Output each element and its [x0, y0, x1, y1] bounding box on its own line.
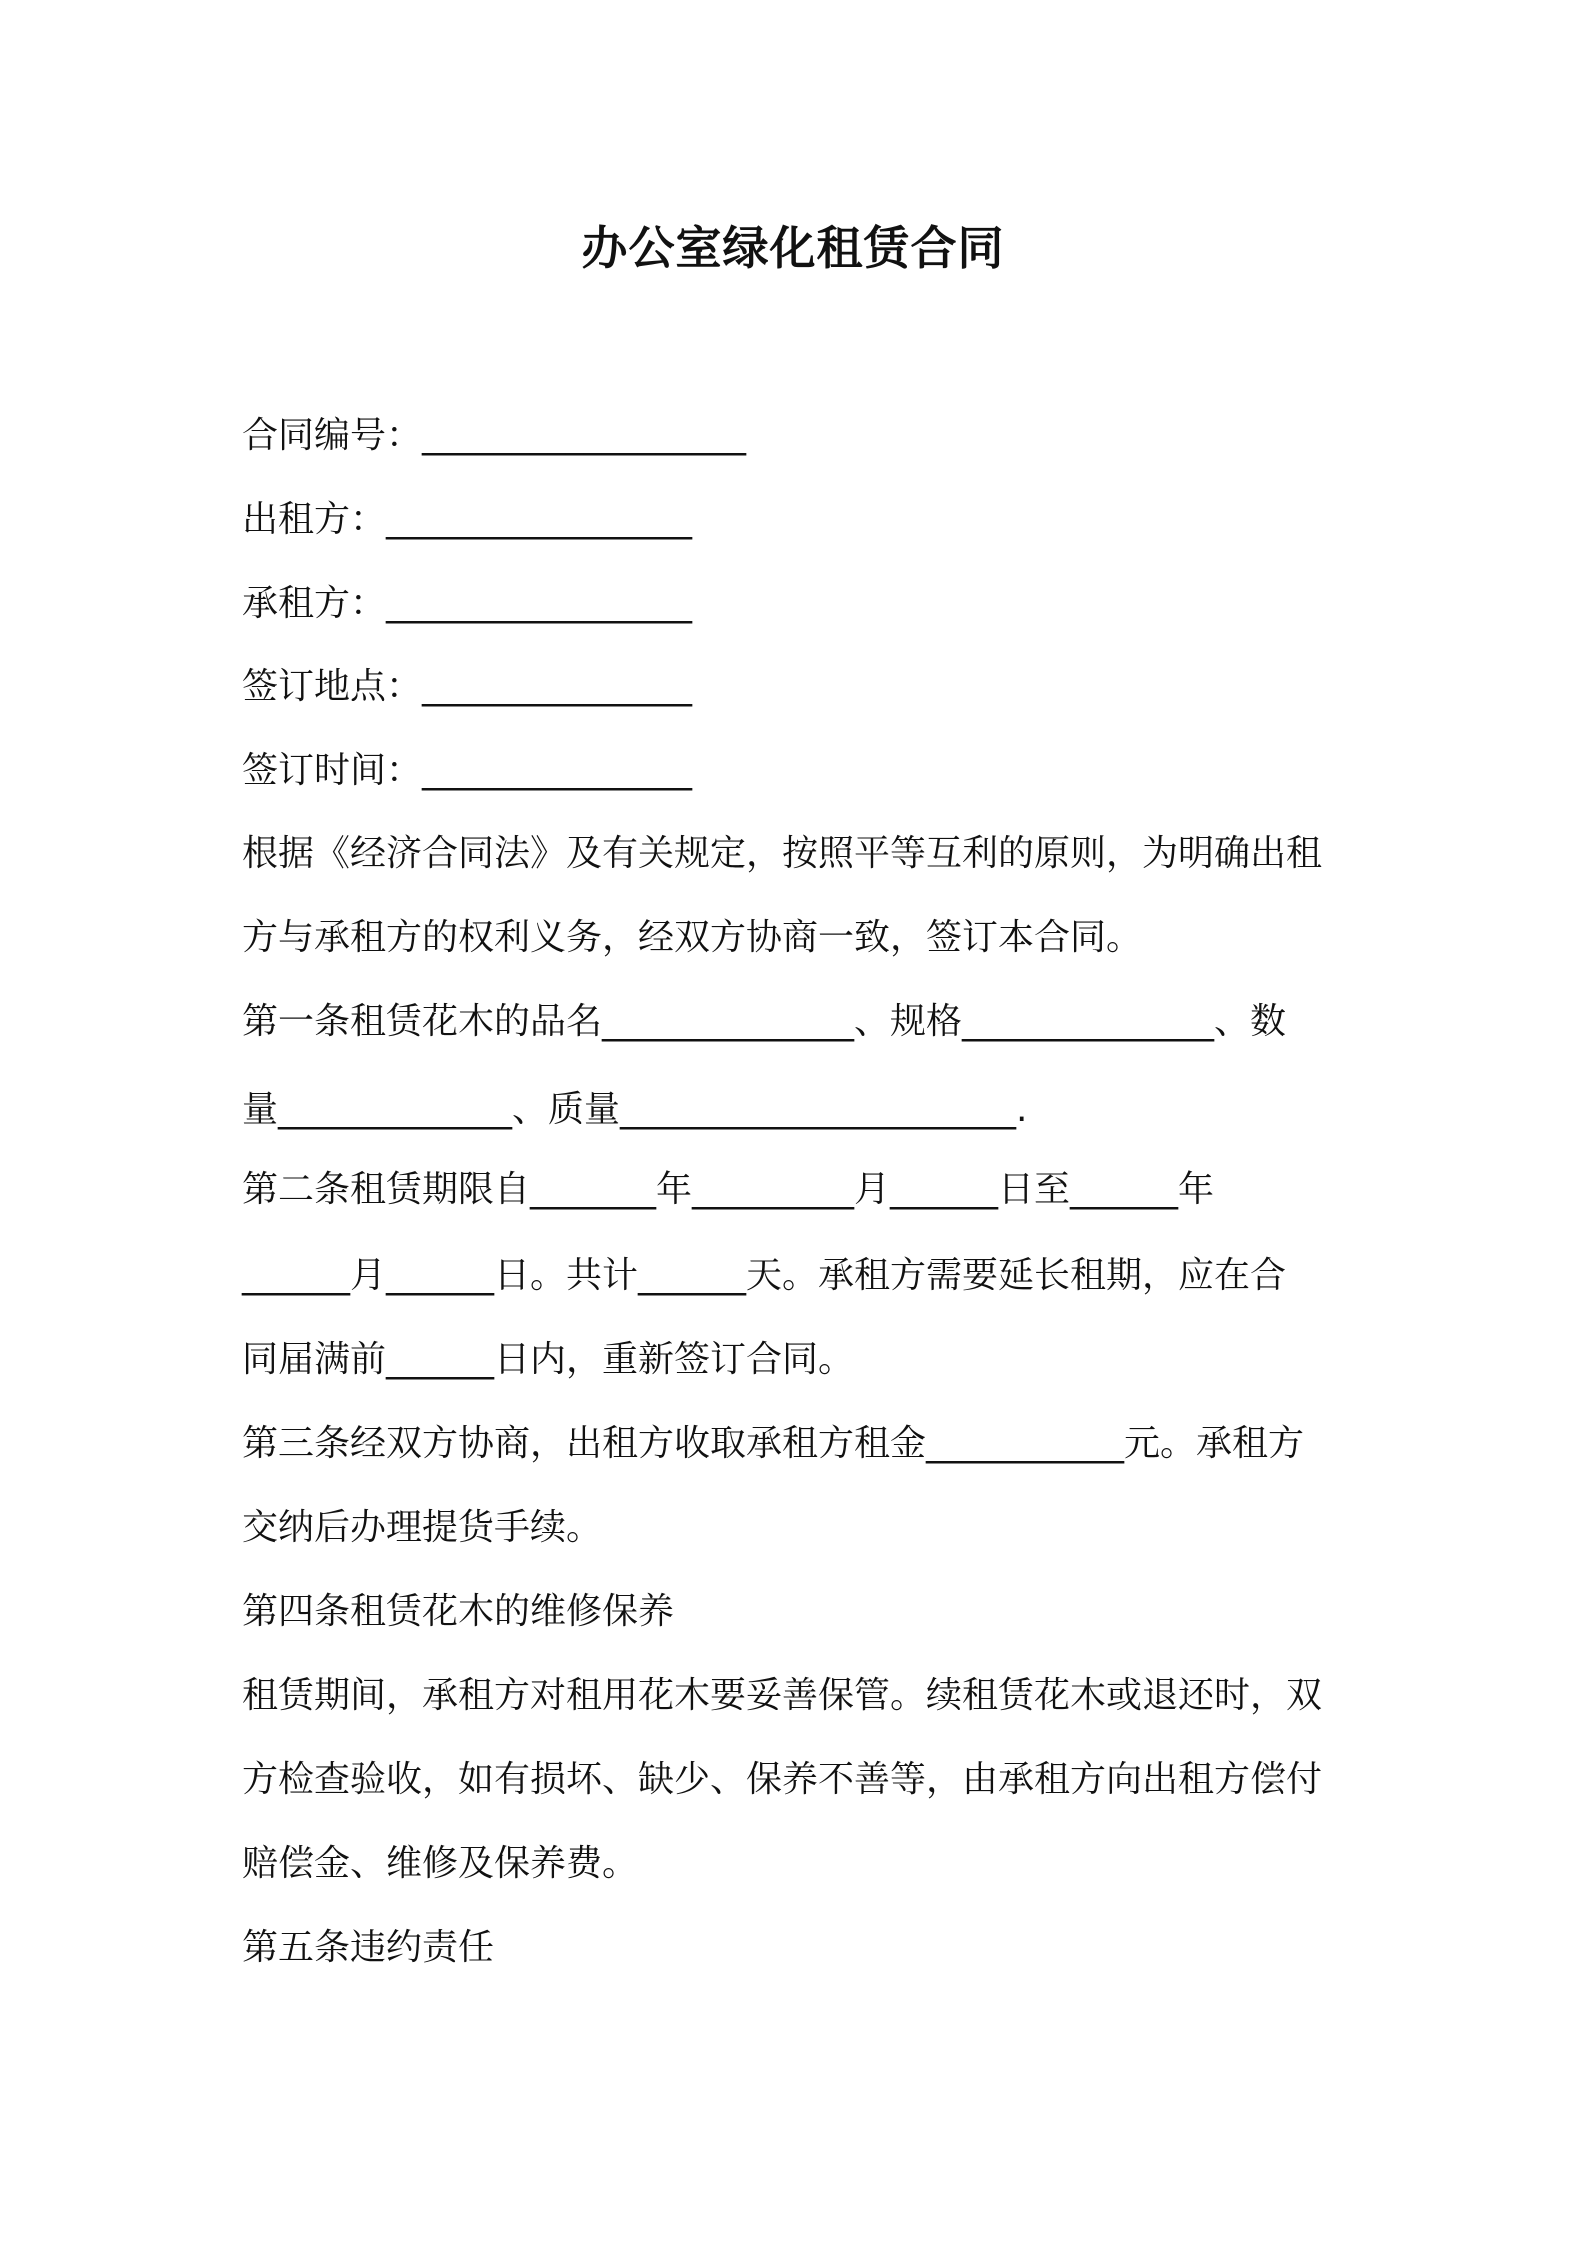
lessee-field: 承租方：_________________	[242, 583, 693, 624]
article-3	[242, 1422, 1354, 1590]
article-2-line: 同届满前______日内，重新签订合同。	[242, 1339, 855, 1380]
article-2-line: ______月______日。共计______天。承租方需要延长租期，应在合	[242, 1255, 1287, 1296]
document-title: 办公室绿化租赁合同	[581, 221, 1005, 275]
preamble-line: 方与承租方的权利义务，经双方协商一致，签订本合同。	[242, 917, 1143, 958]
article-1	[242, 1000, 1354, 1172]
article-4-line: 方检查验收，如有损坏、缺少、保养不善等，由承租方向出租方偿付	[242, 1759, 1323, 1800]
article-4-line: 租赁期间，承租方对租用花木要妥善保管。续租赁花木或退还时，双	[242, 1675, 1323, 1716]
article-1-line: 量_____________、质量______________________.	[242, 1089, 1028, 1130]
preamble-line: 根据《经济合同法》及有关规定，按照平等互利的原则，为明确出租	[242, 833, 1323, 874]
article-4-line: 赔偿金、维修及保养费。	[242, 1843, 639, 1884]
article-4-heading: 第四条租赁花木的维修保养	[242, 1591, 675, 1632]
article-4	[242, 1590, 1354, 1926]
preamble-paragraph	[242, 832, 1354, 1000]
signing-place-field: 签订地点：_______________	[242, 666, 693, 707]
article-2	[242, 1168, 1354, 1422]
lessor-field: 出租方：_________________	[242, 499, 693, 540]
contract-number-field: 合同编号：__________________	[242, 415, 747, 456]
article-5-heading: 第五条违约责任	[242, 1927, 495, 1968]
article-1-line: 第一条租赁花木的品名______________、规格______________、数	[242, 1001, 1287, 1042]
article-5	[242, 1926, 1354, 2010]
article-3-line: 第三条经双方协商，出租方收取承租方租金___________元。承租方	[242, 1423, 1305, 1464]
article-3-line: 交纳后办理提货手续。	[242, 1507, 603, 1548]
signing-time-field: 签订时间：_______________	[242, 750, 693, 791]
article-2-line: 第二条租赁期限自_______年_________月______日至______年	[242, 1169, 1215, 1210]
